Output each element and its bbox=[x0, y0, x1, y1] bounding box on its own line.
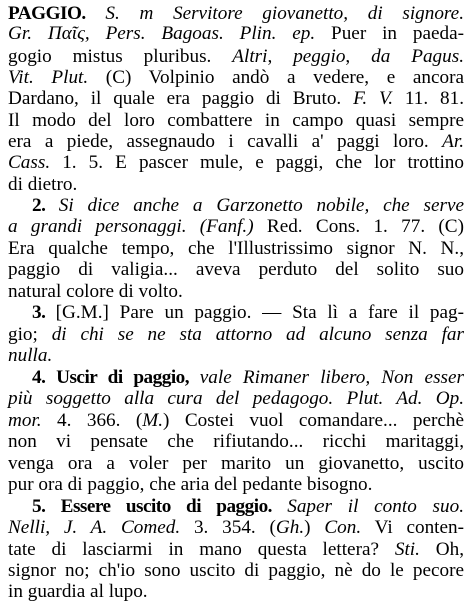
text-run: ) Costei vuol comandare... perchè bbox=[163, 410, 465, 431]
text-line bbox=[8, 517, 464, 539]
text-line bbox=[8, 23, 464, 45]
text-run: 4. 366. ( bbox=[41, 410, 143, 431]
text-line bbox=[8, 67, 464, 89]
italic-run: S. m bbox=[85, 3, 173, 24]
text-run: non vi pensate che rifiutando... ricchi maritaggi, bbox=[8, 431, 464, 452]
text-line bbox=[8, 324, 464, 346]
text-line bbox=[8, 431, 464, 453]
text-run: tate di lasciarmi in mano questa lettera? bbox=[8, 539, 395, 560]
text-line bbox=[8, 581, 148, 603]
text-line bbox=[8, 131, 464, 153]
text-run: paggio di valigia... aveva perduto del solito suo bbox=[8, 259, 464, 280]
text-line bbox=[8, 238, 464, 260]
text-line bbox=[8, 174, 77, 196]
text-line bbox=[8, 345, 52, 367]
text-run: signor no; ch'io sono uscito di paggio, nè do le pecore bbox=[8, 560, 464, 581]
italic-run: Altri bbox=[232, 46, 268, 67]
italic-run: M. bbox=[142, 410, 164, 431]
italic-run: Vit. Plut. bbox=[8, 67, 89, 88]
italic-run: Con. bbox=[324, 517, 362, 538]
text-run: , bbox=[267, 46, 294, 67]
text-run: ) bbox=[304, 517, 325, 538]
text-line bbox=[8, 195, 464, 217]
text-line bbox=[8, 539, 464, 561]
text-line bbox=[8, 474, 372, 496]
italic-run: F. V. bbox=[353, 88, 394, 109]
italic-run: Si dice anche a Garzonetto nobile, che serve bbox=[58, 195, 465, 216]
text-run: Oh, bbox=[419, 539, 464, 560]
text-line bbox=[8, 302, 464, 324]
italic-run: Gh. bbox=[275, 517, 305, 538]
text-line bbox=[8, 3, 464, 25]
italic-run: nulla. bbox=[8, 345, 53, 366]
text-line bbox=[8, 560, 464, 582]
text-run: 1. 5. E pascer mule, e paggi, che lor trottino bbox=[50, 152, 464, 173]
text-line bbox=[8, 367, 464, 389]
text-line bbox=[8, 281, 183, 303]
bold-run: 3. bbox=[32, 302, 56, 323]
text-run: pur ora di paggio, che aria del pedante bisogno. bbox=[8, 474, 373, 495]
text-run: (C) Volpinio andò a vedere, e ancora bbox=[88, 67, 465, 88]
italic-run: mor. bbox=[8, 410, 42, 431]
italic-run: di chi se ne sta attorno ad alcuno senza far bbox=[51, 324, 464, 345]
text-run: Era qualche tempo, che l'Illustrissimo signor N. N., bbox=[8, 238, 464, 259]
text-line bbox=[8, 410, 464, 432]
text-line bbox=[8, 110, 464, 132]
text-run: 3. 354. ( bbox=[180, 517, 276, 538]
italic-run: più soggetto alla cura del pedagogo. Plut. Ad. Op. bbox=[8, 388, 464, 409]
text-run: , bbox=[345, 46, 372, 67]
italic-run: a grandi personaggi. (Fanf.) bbox=[8, 216, 254, 237]
italic-run: Servitore giovanetto, di signore. bbox=[172, 3, 464, 24]
text-line bbox=[8, 388, 464, 410]
text-line bbox=[8, 46, 464, 68]
italic-run: Saper il conto suo. bbox=[287, 496, 464, 517]
text-run: Dardano, il quale era paggio di Bruto. bbox=[8, 88, 354, 109]
bold-run: 2. bbox=[32, 195, 59, 216]
dictionary-entry bbox=[8, 3, 466, 602]
italic-run: Sti. bbox=[394, 539, 420, 560]
italic-run: Cass. bbox=[8, 152, 51, 173]
text-run: Puer in paeda- bbox=[315, 23, 464, 44]
italic-run: vale Rimaner libero, Non esser bbox=[199, 367, 464, 388]
text-run: gogio mistus pluribus. bbox=[8, 46, 233, 67]
italic-run: peggio bbox=[293, 46, 346, 67]
bold-run: PAGGIO. bbox=[8, 3, 86, 24]
text-line bbox=[8, 152, 464, 174]
text-run: in guardia al lupo. bbox=[8, 581, 148, 602]
text-run: Vi conten- bbox=[361, 517, 464, 538]
text-line bbox=[8, 453, 464, 475]
text-line bbox=[8, 88, 464, 110]
text-line bbox=[8, 259, 464, 281]
italic-run: Ar. bbox=[442, 131, 464, 152]
text-run: Il modo del loro combattere in campo quasi sempre bbox=[8, 110, 464, 131]
text-run: natural colore di volto. bbox=[8, 281, 183, 302]
text-run: gio; bbox=[8, 324, 52, 345]
bold-run: 5. Essere uscito di paggio. bbox=[32, 496, 288, 517]
text-run: venga ora a voler per marito un giovanetto, uscito bbox=[8, 453, 464, 474]
italic-run: Nelli, J. A. Comed. bbox=[8, 517, 181, 538]
bold-run: 4. Uscir di paggio, bbox=[32, 367, 200, 388]
text-run: di dietro. bbox=[8, 174, 78, 195]
text-run: [G.M.] Pare un paggio. — Sta lì a fare il pag- bbox=[55, 302, 464, 323]
text-line bbox=[8, 216, 464, 238]
italic-run: Gr. Παῖς, Pers. Bagoas. Plin. ep. bbox=[8, 23, 316, 44]
italic-run: da Pagus. bbox=[371, 46, 465, 67]
text-run: Red. Cons. 1. 77. (C) bbox=[253, 216, 464, 237]
text-run: era a piede, assegnaudo i cavalli a' paggi loro. bbox=[8, 131, 443, 152]
text-line bbox=[8, 496, 464, 518]
text-run: 11. 81. bbox=[393, 88, 464, 109]
